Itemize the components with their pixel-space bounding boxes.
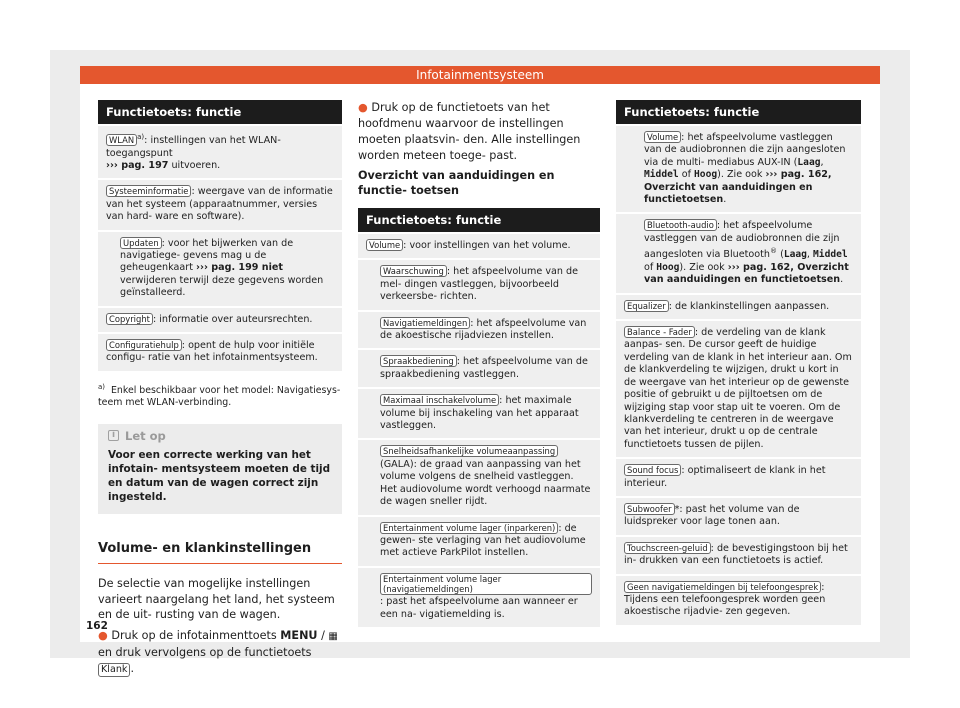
row-text: : Tijdens een telefoongesprek worden geen akoestische rijadvie- zen gegeven. [624, 581, 826, 618]
footnote-ref: a) [137, 133, 145, 141]
row-text: : het afspeelvolume van de spraakbediening vastleggen. [380, 356, 588, 380]
row-text: , [820, 156, 824, 168]
section-title: Volume- en klankinstellingen [98, 541, 342, 564]
table-row [358, 348, 600, 387]
function-key-tag: Systeeminformatie [106, 185, 191, 197]
function-key-tag: Navigatiemeldingen [380, 317, 470, 329]
note-body: Voor een correcte werking van het infotain- mentsysteem moeten de tijd en datum van de wagen correct zijn ingesteld. [108, 448, 331, 503]
row-text: : de bevestigingstoon bij het in- drukken van een functietoets is actief. [624, 542, 848, 567]
function-key-tag: WLAN [106, 134, 137, 146]
bullet-text: en druk vervolgens op de functietoets [98, 646, 312, 659]
table-row [616, 496, 861, 535]
table-row [616, 319, 861, 457]
row-text: : de verdeling van de klank aanpas- sen. De cursor geeft de huidige verdeling van de klank in het interieur aan. Om de klankverdeling te wijzigen, drukt u kort in de weergave van het interieur op de gewenste positie of gebruikt u de pijltoetsen om de wijziging stap voor stap uit te voeren. Om de klankverdeling te centreren in de weergave van het interieur, drukt u op de centrale functietoets tussen de pijlen. [624, 327, 852, 450]
bullet-item: ● Druk op de infotainmenttoets MENU / ▦ en druk vervolgens op de functietoets Klank . [98, 629, 338, 675]
option-label: Laag [797, 156, 821, 168]
page-reference-link[interactable]: ››› pag. 162, Overzicht van aanduidingen en functietoetsen [644, 261, 849, 286]
table-row [616, 574, 861, 625]
row-text: , [806, 249, 814, 261]
option-label: Hoog [656, 261, 680, 273]
row-text: . [723, 194, 727, 206]
table-row [358, 310, 600, 349]
option-label: Middel [644, 169, 679, 181]
page-reference-link[interactable]: ››› pag. 199 [196, 262, 259, 274]
apps-grid-icon: ▦ [328, 631, 338, 643]
table-row [98, 178, 342, 229]
bullet-text: Druk op de infotainmenttoets [111, 629, 277, 643]
row-emphasis: niet [258, 262, 284, 274]
table-row [358, 387, 600, 438]
footnote-text: Enkel beschikbaar voor het model: Navigatiesys- teem met WLAN-verbinding. [98, 385, 341, 409]
footnote-mark: a) [98, 382, 106, 391]
bullet-text: Druk op de functietoets van het hoofdmenu waarvoor de instellingen moeten plaatsvin- den. Alle instellingen worden meteen toege- past. [358, 101, 581, 162]
table-row [98, 306, 342, 332]
bullet-item [358, 100, 600, 164]
table-row [98, 124, 342, 178]
row-text: : opent de hulp voor initiële configu- ratie van het infotainmentsysteem. [106, 340, 318, 364]
table-row [358, 438, 600, 514]
function-key-tag: Sound focus [624, 464, 681, 476]
function-key-tag: Maximaal inschakelvolume [380, 394, 499, 406]
column-middle [358, 100, 600, 627]
option-label: Laag [783, 249, 807, 261]
page-number: 162 [86, 620, 108, 632]
option-label: Middel [813, 249, 848, 261]
table-row [616, 293, 861, 319]
function-key-tag: Volume [644, 131, 681, 143]
table-row [616, 535, 861, 574]
bullet-icon: ● [358, 101, 368, 114]
function-key-tag: Configuratiehulp [106, 339, 182, 351]
row-text: *: past het volume van de luidspreker voor lage tonen aan. [624, 503, 800, 528]
table-title: Functietoets: functie [616, 100, 861, 124]
function-key-tag: Balance - Fader [624, 326, 695, 338]
row-text: : voor het bijwerken van de navigatiege- gevens mag u de geheugenkaart [120, 237, 294, 274]
column-right [616, 100, 861, 625]
table-row [358, 515, 600, 566]
table-row [358, 566, 600, 627]
bullet-icon: ● [98, 629, 108, 643]
registered-mark: ® [770, 247, 778, 256]
page-header: Infotainmentsysteem [80, 66, 880, 84]
row-text: : weergave van de informatie van het systeem (apparaatnummer, versies van hard- ware en software). [106, 186, 333, 223]
function-key-tag: Spraakbediening [380, 355, 457, 367]
row-text: of [678, 169, 695, 181]
row-text: of [644, 261, 657, 273]
row-text: uitvoeren. [168, 160, 221, 171]
row-text: ). Zie ook [717, 169, 766, 181]
note-box [98, 424, 342, 514]
row-text: : het afspeelvolume vastleggen van de audiobronnen die zijn aangesloten via de multi- mediabus AUX-IN ( [644, 132, 846, 168]
row-text: : het afspeelvolume van de akoestische rijadviezen instellen. [380, 317, 587, 342]
paragraph: De selectie van mogelijke instellingen varieert naargelang het land, het systeem en de uit- rusting van de wagen. [98, 576, 335, 622]
page-reference-link[interactable]: ››› pag. 197 [106, 160, 169, 171]
row-text: (GALA): de graad van aanpassing van het volume volgens de snelheid vastleggen. Het audiovolume wordt verhoogd naarmate de wagen sneller rijdt. [380, 458, 591, 508]
table-row [616, 457, 861, 496]
function-key-tag: Updaten [120, 237, 162, 249]
function-key-tag: Snelheidsafhankelijke volumeaanpassing [380, 445, 558, 457]
table-row [98, 332, 342, 371]
function-key-tag: Geen navigatiemeldingen bij telefoongesprek [624, 581, 821, 593]
table-row [98, 230, 342, 306]
row-text: : voor instellingen van het volume. [403, 240, 571, 251]
function-key-tag: Entertainment volume lager (inparkeren) [380, 522, 558, 534]
function-key-tag: Copyright [106, 313, 153, 325]
function-key-tag: Waarschuwing [380, 265, 447, 277]
table-row [358, 258, 600, 309]
table-row [616, 124, 861, 212]
function-key-tag: Klank [98, 663, 130, 677]
info-icon: i [108, 430, 119, 441]
note-title: Let op [125, 428, 166, 443]
column-left [98, 100, 342, 677]
row-text: ( [777, 249, 784, 261]
row-text: : de gewen- ste verlaging van het audiovolume met actieve ParkPilot instellen. [380, 522, 586, 559]
subsection-title: Overzicht van aanduidingen en functie- toetsen [358, 169, 555, 197]
row-text: : het afspeelvolume vastleggen van de audiobronnen die zijn aangesloten via Bluetooth [644, 220, 840, 261]
row-text: : de klankinstellingen aanpassen. [668, 300, 830, 312]
function-key-tag: Equalizer [624, 300, 669, 312]
row-text: : instellingen van het WLAN-toegangspunt [106, 135, 281, 159]
function-key-tag: Entertainment volume lager (navigatiemeldingen) [380, 573, 592, 595]
row-text: : het afspeelvolume van de mel- dingen vastleggen, bijvoorbeeld verkeersbe- richten. [380, 266, 579, 303]
page-reference-link[interactable]: ››› pag. 162, Overzicht van aanduidingen en functietoetsen [644, 169, 832, 206]
row-text: : optimaliseert de klank in het interieur. [624, 465, 826, 489]
row-text: : het maximale volume bij inschakeling van het apparaat vastleggen. [380, 395, 579, 432]
note-header [98, 424, 342, 446]
row-text: verwijderen terwijl deze gegevens worden geïnstalleerd. [120, 274, 324, 299]
function-key-tag: Touchscreen-geluid [624, 542, 711, 554]
table-row [358, 232, 600, 258]
function-key-tag: Volume [366, 239, 403, 251]
row-text: : informatie over auteursrechten. [152, 313, 313, 325]
table-title: Functietoets: functie [98, 100, 342, 124]
row-text: : past het afspeelvolume aan wanneer er een na- vigatiemelding is. [380, 596, 578, 620]
footnote [98, 381, 342, 410]
menu-key-label: MENU [280, 629, 318, 643]
function-key-tag: Bluetooth-audio [644, 219, 717, 231]
table-title: Functietoets: functie [358, 208, 600, 232]
option-label: Hoog [694, 169, 718, 181]
row-text: ). Zie ook [679, 261, 728, 273]
row-text: . [840, 274, 844, 286]
function-key-tag: Subwoofer [624, 503, 675, 515]
table-row [616, 212, 861, 292]
